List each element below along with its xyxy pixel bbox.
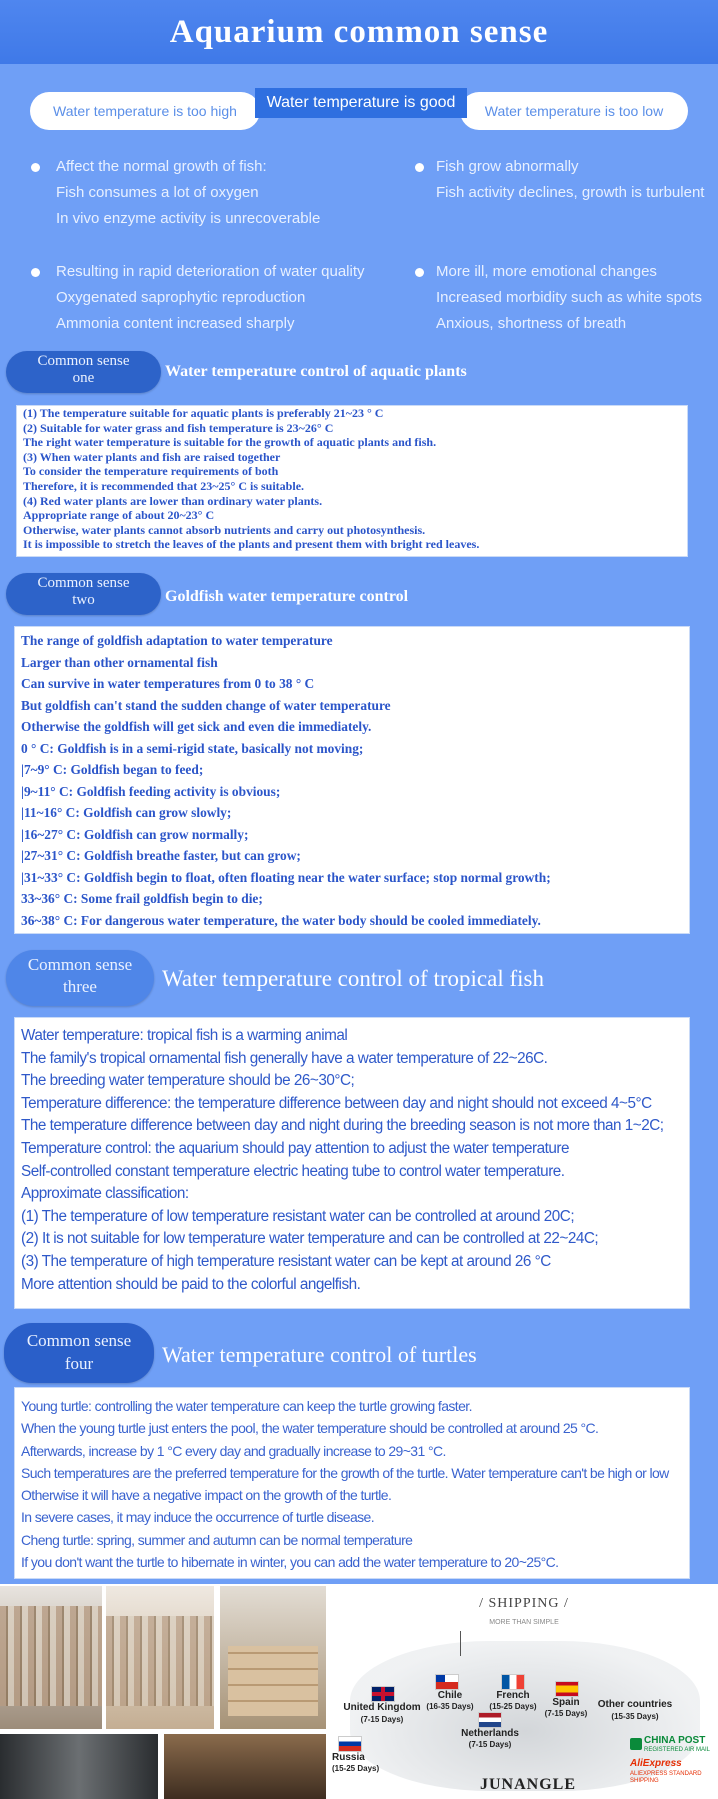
shipping-title: / SHIPPING / bbox=[479, 1596, 569, 1611]
text-line: When the young turtle just enters the pool, the water temperature should be controlled at around 25 °C. bbox=[21, 1420, 599, 1437]
chile-flag-icon bbox=[435, 1674, 459, 1690]
section-two-heading: Goldfish water temperature control bbox=[165, 588, 409, 605]
text-line: |16~27° C: Goldfish can grow normally; bbox=[21, 826, 249, 842]
section-three-box bbox=[14, 1017, 690, 1309]
text-line: It is impossible to stretch the leaves of the plants and present them with bright red leaves. bbox=[23, 537, 480, 552]
effect-text: Anxious, shortness of breath bbox=[436, 315, 627, 332]
text-line: |11~16° C: Goldfish can grow slowly; bbox=[21, 805, 232, 820]
section-one-box bbox=[16, 405, 688, 557]
text-line: (3) The temperature of high temperature resistant water can be kept at around 26 °C bbox=[21, 1252, 551, 1270]
pill-label: two bbox=[72, 592, 95, 608]
text-line: The family's tropical ornamental fish generally have a water temperature of 22~26C. bbox=[21, 1049, 548, 1067]
text-line: Self-controlled constant temperature electric heating tube to control water temperature. bbox=[21, 1162, 565, 1180]
country-other bbox=[595, 1699, 675, 1723]
section-three-text bbox=[21, 1025, 664, 1296]
section-two-box bbox=[14, 626, 690, 934]
text-line: 36~38° C: For dangerous water temperature, the water body should be cooled immediately. bbox=[21, 912, 541, 928]
spain-flag-icon bbox=[555, 1681, 579, 1697]
text-line: Approximate classification: bbox=[21, 1185, 189, 1203]
pill-label: one bbox=[72, 370, 95, 386]
country-uk bbox=[342, 1702, 422, 1726]
brand-logo: JUNANGLE bbox=[480, 1776, 577, 1793]
tab-too-low: Water temperature is too low bbox=[460, 92, 688, 130]
effect-text: Fish activity declines, growth is turbulent bbox=[436, 184, 705, 201]
country-name: Spain bbox=[552, 1697, 580, 1708]
effect-text: More ill, more emotional changes bbox=[436, 263, 657, 280]
section-two-text bbox=[21, 630, 551, 931]
text-line: The breeding water temperature should be 26~30°C; bbox=[21, 1072, 355, 1090]
effect-text: Fish grow abnormally bbox=[436, 158, 579, 175]
text-line: The range of goldfish adaptation to water temperature bbox=[21, 633, 333, 648]
country-days: (15-25 Days) bbox=[489, 1702, 537, 1711]
meeting-room-photo bbox=[164, 1734, 326, 1799]
pin-line bbox=[460, 1631, 461, 1656]
text-line: Otherwise it will have a negative impact on the growth of the turtle. bbox=[21, 1487, 392, 1504]
country-days: (7-15 Days) bbox=[544, 1709, 588, 1718]
country-name: French bbox=[496, 1690, 530, 1701]
pill-label: three bbox=[63, 977, 97, 996]
text-line: 33~36° C: Some frail goldfish begin to die; bbox=[21, 891, 263, 906]
text-line: Cheng turtle: spring, summer and autumn can be normal temperature bbox=[21, 1531, 413, 1548]
text-line: Can survive in water temperatures from 0 to 38 ° C bbox=[21, 676, 315, 691]
china-post-sub: REGISTERED AIR MAIL bbox=[644, 1747, 711, 1753]
text-line: Afterwards, increase by 1 °C every day and gradually increase to 29~31 °C. bbox=[21, 1442, 446, 1459]
text-line: Otherwise the goldfish will get sick and even die immediately. bbox=[21, 719, 372, 734]
country-name: Chile bbox=[437, 1690, 463, 1701]
netherlands-flag-icon bbox=[478, 1712, 502, 1728]
warehouse-photo bbox=[106, 1586, 214, 1729]
bullet-icon bbox=[415, 268, 424, 277]
section-three-pill bbox=[6, 950, 154, 1006]
bullet-icon bbox=[415, 163, 424, 172]
warehouse-photo bbox=[0, 1586, 102, 1729]
tab-too-high: Water temperature is too high bbox=[30, 92, 260, 130]
effect-text: Ammonia content increased sharply bbox=[56, 315, 295, 332]
country-name: Russia bbox=[332, 1752, 365, 1763]
country-spain bbox=[541, 1697, 591, 1719]
pill-label: Common sense bbox=[37, 575, 130, 591]
effects-high-2 bbox=[56, 259, 365, 337]
text-line: Temperature difference: the temperature difference between day and night should not exceed 4~5°C bbox=[21, 1094, 652, 1112]
section-four-text bbox=[21, 1395, 669, 1573]
country-days: (15-35 Days) bbox=[611, 1712, 659, 1721]
page-title: Aquarium common sense bbox=[0, 0, 718, 64]
text-line: |7~9° C: Goldfish began to feed; bbox=[21, 762, 204, 777]
france-flag-icon bbox=[501, 1674, 525, 1690]
text-line: The temperature difference between day and night during the breeding season is not more than 1~2C; bbox=[21, 1117, 664, 1135]
section-three-heading: Water temperature control of tropical fish bbox=[162, 966, 544, 991]
section-one-pill bbox=[6, 351, 161, 393]
bullet-icon bbox=[31, 163, 40, 172]
text-line: (2) It is not suitable for low temperature water temperature and can be controlled at 22~24C; bbox=[21, 1230, 599, 1248]
text-line: |27~31° C: Goldfish breathe faster, but can grow; bbox=[21, 848, 301, 863]
pill-label: Common sense bbox=[27, 955, 133, 974]
country-russia bbox=[332, 1752, 382, 1774]
effect-text: Oxygenated saprophytic reproduction bbox=[56, 289, 306, 306]
tab-good: Water temperature is good bbox=[255, 88, 467, 118]
text-line: 0 ° C: Goldfish is in a semi-rigid state, basically not moving; bbox=[21, 740, 364, 756]
country-days: (7-15 Days) bbox=[468, 1740, 512, 1749]
text-line: (4) Red water plants are lower than ordinary water plants. bbox=[23, 493, 323, 508]
section-four-heading: Water temperature control of turtles bbox=[162, 1342, 477, 1367]
section-one-heading: Water temperature control of aquatic plants bbox=[165, 363, 467, 380]
country-french bbox=[488, 1690, 538, 1712]
text-line: Temperature control: the aquarium should pay attention to adjust the water temperature bbox=[21, 1139, 569, 1157]
office-photo bbox=[0, 1734, 158, 1799]
text-line: Otherwise, water plants cannot absorb nutrients and carry out photosynthesis. bbox=[23, 522, 426, 537]
effects-high-1 bbox=[56, 154, 320, 232]
text-line: Appropriate range of about 20~23° C bbox=[23, 508, 215, 523]
text-line: Young turtle: controlling the water temperature can keep the turtle growing faster. bbox=[21, 1398, 472, 1414]
shipping-panel bbox=[330, 1586, 718, 1799]
effect-text: Fish consumes a lot of oxygen bbox=[56, 184, 259, 201]
country-chile bbox=[425, 1690, 475, 1712]
pill-label: four bbox=[64, 1354, 94, 1373]
section-one-text bbox=[23, 406, 479, 552]
country-name: United Kingdom bbox=[343, 1702, 421, 1713]
text-line: Therefore, it is recommended that 23~25° C is suitable. bbox=[23, 478, 305, 493]
russia-flag-icon bbox=[338, 1736, 362, 1752]
text-line: Such temperatures are the preferred temperature for the growth of the turtle. Water temperature can't be high or low bbox=[21, 1464, 669, 1481]
text-line: (3) When water plants and fish are raised together bbox=[23, 449, 281, 464]
text-line: Larger than other ornamental fish bbox=[21, 654, 218, 670]
effect-text: Affect the normal growth of fish: bbox=[56, 158, 267, 175]
aliexpress-sub: ALIEXPRESS STANDARD SHIPPING bbox=[630, 1771, 702, 1784]
effects-low-2 bbox=[436, 259, 702, 337]
pill-label: Common sense bbox=[26, 1331, 132, 1350]
text-line: In severe cases, it may induce the occurrence of turtle disease. bbox=[21, 1509, 375, 1526]
text-line: (2) Suitable for water grass and fish temperature is 23~26° C bbox=[23, 420, 334, 435]
text-line: (1) The temperature suitable for aquatic plants is preferably 21~23 ° C bbox=[23, 406, 384, 420]
uk-flag-icon bbox=[371, 1686, 395, 1702]
text-line: The right water temperature is suitable for the growth of aquatic plants and fish. bbox=[23, 435, 437, 450]
effect-text: Increased morbidity such as white spots bbox=[436, 289, 702, 306]
text-line: To consider the temperature requirements of both bbox=[23, 464, 279, 479]
country-days: (7-15 Days) bbox=[360, 1715, 404, 1724]
china-post-icon bbox=[630, 1738, 642, 1750]
country-days: (15-25 Days) bbox=[332, 1764, 380, 1773]
country-name: Other countries bbox=[597, 1699, 673, 1710]
text-line: If you don't want the turtle to hibernate in winter, you can add the water temperature to 20~25°C. bbox=[21, 1554, 559, 1571]
section-four-box bbox=[14, 1387, 690, 1579]
china-post-label: CHINA POST bbox=[644, 1735, 706, 1746]
section-four-pill bbox=[4, 1323, 154, 1383]
pill-label: Common sense bbox=[37, 353, 130, 369]
text-line: Water temperature: tropical fish is a warming animal bbox=[21, 1027, 348, 1044]
shipping-subtitle: MORE THAN SIMPLE bbox=[489, 1619, 559, 1626]
warehouse-photo bbox=[220, 1586, 326, 1729]
effect-text: In vivo enzyme activity is unrecoverable bbox=[56, 210, 321, 227]
country-netherlands bbox=[460, 1728, 520, 1750]
section-two-pill bbox=[6, 573, 161, 615]
text-line: But goldfish can't stand the sudden change of water temperature bbox=[21, 697, 391, 713]
effects-low-1 bbox=[436, 154, 704, 206]
text-line: |9~11° C: Goldfish feeding activity is obvious; bbox=[21, 783, 281, 799]
text-line: |31~33° C: Goldfish begin to float, often floating near the water surface; stop normal growth; bbox=[21, 869, 551, 885]
effect-text: Resulting in rapid deterioration of water quality bbox=[56, 263, 365, 280]
country-name: Netherlands bbox=[461, 1728, 519, 1739]
country-days: (16-35 Days) bbox=[426, 1702, 474, 1711]
aliexpress-logo: AliExpress bbox=[630, 1758, 682, 1769]
text-line: More attention should be paid to the colorful angelfish. bbox=[21, 1275, 361, 1293]
bullet-icon bbox=[31, 268, 40, 277]
text-line: (1) The temperature of low temperature resistant water can be controlled at around 20C; bbox=[21, 1207, 575, 1225]
